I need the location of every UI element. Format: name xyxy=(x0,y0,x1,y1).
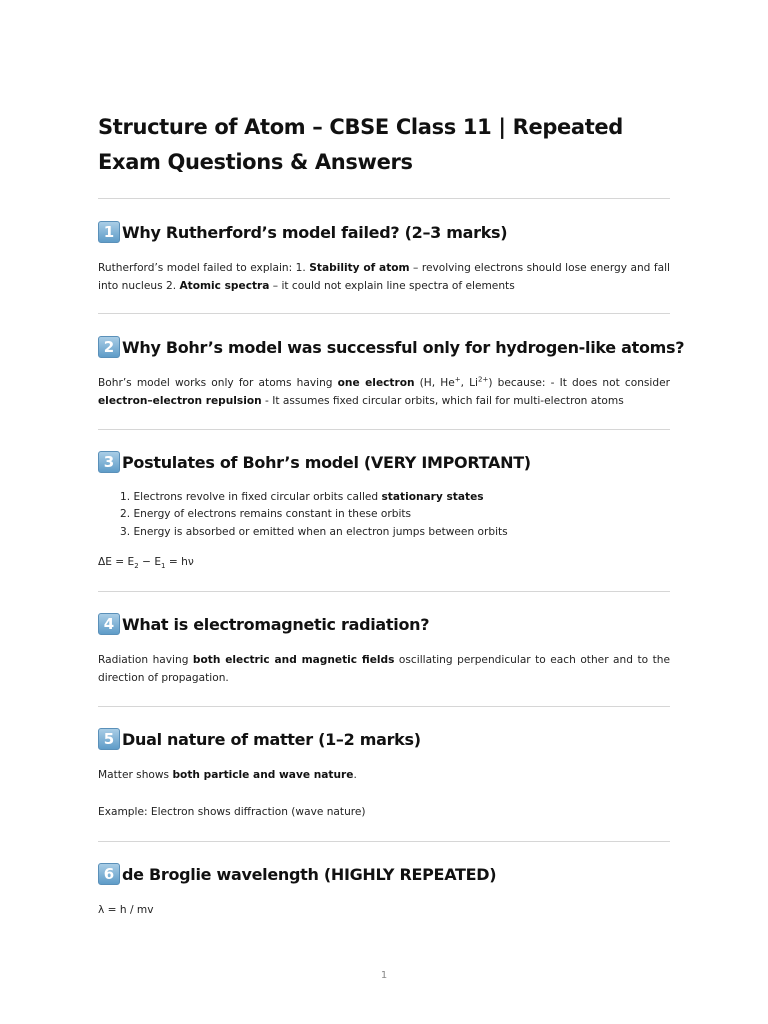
text-span: Rutherford’s model failed to explain: 1. xyxy=(98,262,310,274)
bold-term: both particle and wave nature xyxy=(172,769,354,781)
de-broglie-equation: λ = h / mv xyxy=(98,904,154,916)
section-divider xyxy=(98,198,670,199)
section-divider xyxy=(98,313,670,314)
text-span: 1. Electrons revolve in fixed circular orbits called xyxy=(120,491,382,503)
text-span: Radiation having xyxy=(98,654,193,666)
number-1-icon: 1 xyxy=(98,221,120,243)
section-divider xyxy=(98,591,670,592)
text-span: ΔE = E xyxy=(98,556,135,568)
text-span: − E xyxy=(138,556,162,568)
number-4-icon: 4 xyxy=(98,613,120,635)
bold-term: Atomic spectra xyxy=(179,279,270,292)
number-5-icon: 5 xyxy=(98,728,120,750)
section-5-answer xyxy=(98,767,670,785)
section-4-heading xyxy=(98,612,429,636)
number-2-icon: 2 xyxy=(98,336,120,358)
postulates-list xyxy=(120,489,508,541)
text-span: Bohr’s model works only for atoms having xyxy=(98,377,338,389)
list-item xyxy=(120,489,508,506)
section-5-title: Dual nature of matter (1–2 marks) xyxy=(122,729,421,749)
section-6-heading xyxy=(98,862,496,886)
text-span: , Li xyxy=(460,377,478,389)
text-span: = hν xyxy=(165,556,194,568)
subscript: 1 xyxy=(161,562,166,571)
number-3-icon: 3 xyxy=(98,451,120,473)
subscript: 2 xyxy=(134,562,139,571)
section-6-title: de Broglie wavelength (HIGHLY REPEATED) xyxy=(122,864,497,884)
text-span: – revolving electrons should lose energy and fall into nucleus 2. xyxy=(98,262,670,292)
section-5-example: Example: Electron shows diffraction (wave nature) xyxy=(98,806,366,818)
section-4-answer xyxy=(98,652,670,687)
text-span: ) because: - It does not consider xyxy=(488,377,670,389)
superscript: + xyxy=(454,375,461,384)
section-3-heading xyxy=(98,450,531,474)
page-title: Structure of Atom – CBSE Class 11 | Repeated Exam Questions & Answers xyxy=(98,115,623,174)
section-2-title: Why Bohr’s model was successful only for hydrogen-like atoms? xyxy=(122,337,685,357)
section-1-title: Why Rutherford’s model failed? (2–3 marks) xyxy=(122,222,508,242)
section-divider xyxy=(98,841,670,842)
bohr-frequency-equation xyxy=(98,554,670,572)
section-1-heading xyxy=(98,220,507,244)
section-1-answer xyxy=(98,260,670,295)
bold-term: stationary states xyxy=(381,491,484,503)
section-2-answer xyxy=(98,375,670,410)
number-6-icon: 6 xyxy=(98,863,120,885)
bold-term: Stability of atom xyxy=(309,262,410,274)
text-span: - It assumes fixed circular orbits, which fail for multi-electron atoms xyxy=(261,394,624,407)
bold-term: both electric and magnetic fields xyxy=(192,654,395,666)
section-4-title: What is electromagnetic radiation? xyxy=(122,614,430,634)
list-item xyxy=(120,506,508,523)
section-5-heading xyxy=(98,727,421,751)
bold-term: electron–electron repulsion xyxy=(98,394,262,407)
superscript: 2+ xyxy=(478,375,489,384)
section-2-heading xyxy=(98,335,684,359)
text-span: (H, He xyxy=(414,377,455,389)
section-divider xyxy=(98,706,670,707)
section-3-title: Postulates of Bohr’s model (VERY IMPORTANT) xyxy=(122,452,531,472)
list-item xyxy=(120,524,508,541)
text-span: Matter shows xyxy=(98,769,173,781)
text-span: 2. Energy of electrons remains constant in these orbits xyxy=(120,508,412,521)
text-span: – it could not explain line spectra of elements xyxy=(269,279,515,292)
text-span: . xyxy=(353,769,357,781)
page-number: 1 xyxy=(380,970,388,981)
text-span: oscillating perpendicular to each other and to the direction of propagation. xyxy=(98,654,670,684)
section-divider xyxy=(98,429,670,430)
text-span: 3. Energy is absorbed or emitted when an electron jumps between orbits xyxy=(120,525,508,538)
bold-term: one electron xyxy=(337,377,415,389)
